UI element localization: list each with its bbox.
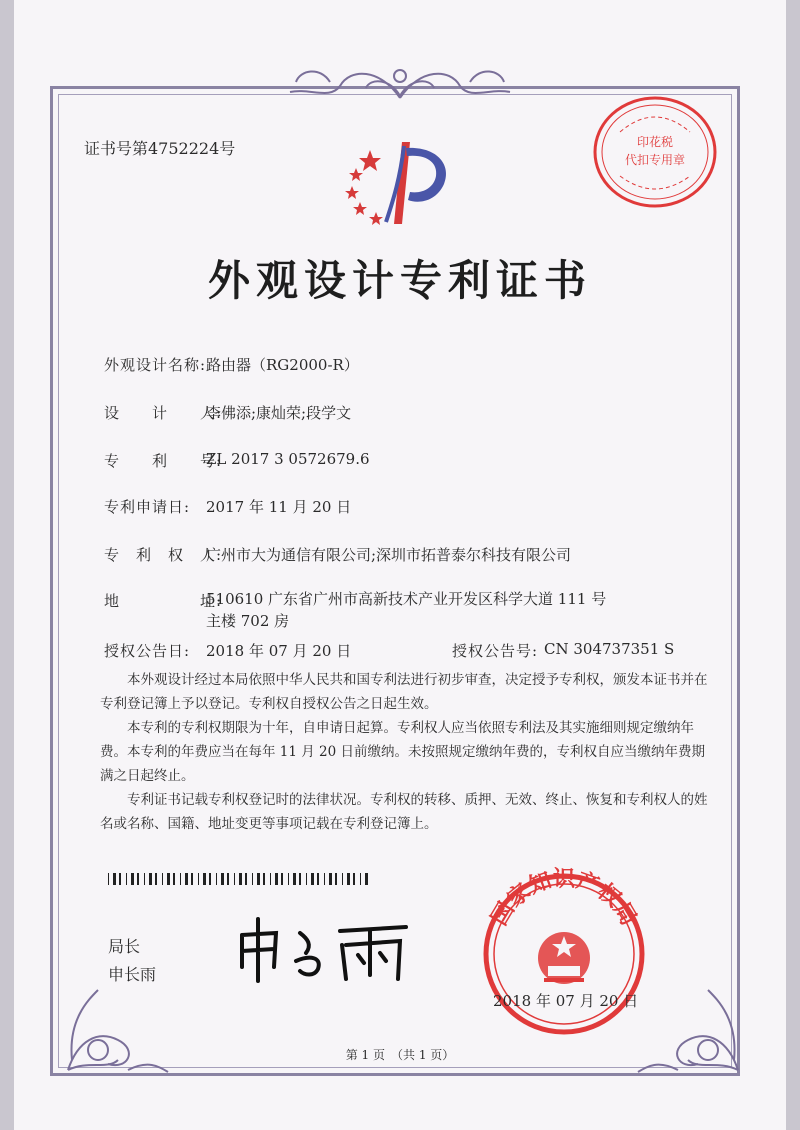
designer-value: 李佛添;康灿荣;段学文	[206, 404, 352, 422]
certificate-number: 证书号第4752224号	[84, 139, 236, 158]
patent-number-label: 专 利 号:	[104, 452, 223, 470]
svg-text:国家知识产权局: 国家知识产权局	[487, 867, 641, 930]
top-ornament	[270, 58, 530, 104]
grant-date-value: 2018 年 07 月 20 日	[206, 642, 352, 660]
barcode	[108, 873, 370, 885]
filing-date-label: 专利申请日:	[104, 498, 191, 516]
grant-number-label: 授权公告号:	[452, 642, 539, 660]
design-name-label: 外观设计名称:	[104, 356, 207, 374]
signatory-name: 申长雨	[108, 965, 157, 984]
seal-date: 2018 年 07 月 20 日	[493, 992, 639, 1010]
filing-date-value: 2017 年 11 月 20 日	[206, 498, 352, 516]
address-value-line2: 主楼 702 房	[206, 612, 290, 630]
patent-number-value: ZL 2017 3 0572679.6	[206, 450, 370, 468]
patentee-label: 专 利 权 人:	[104, 546, 223, 564]
design-name-value: 路由器（RG2000-R）	[206, 356, 359, 374]
paragraph-term-and-fees: 本专利的专利权期限为十年，自申请日起算。专利权人应当依照专利法及其实施细则规定缴纳年费。本专利的年费应当在每年 11 月 20 日前缴纳。未按照规定缴纳年费的，专利权自应当缴纳年费期满之日起终止。	[100, 720, 706, 784]
address-value-line1: 510610 广东省广州市高新技术产业开发区科学大道 111 号	[206, 590, 607, 608]
handwritten-signature	[230, 905, 430, 985]
svg-text:印花税: 印花税	[636, 135, 674, 149]
patentee-value: 广州市大为通信有限公司;深圳市拓普泰尔科技有限公司	[206, 546, 572, 564]
address-label: 地 址:	[104, 592, 223, 610]
grant-date-label: 授权公告日:	[104, 642, 191, 660]
designer-label: 设 计 人:	[104, 404, 223, 422]
paragraph-legal-status: 专利证书记载专利权登记时的法律状况。专利权的转移、质押、无效、终止、恢复和专利权人的姓名或名称、国籍、地址变更等事项记载在专利登记簿上。	[100, 792, 708, 832]
tax-stamp	[590, 92, 720, 212]
document-title: 外观设计专利证书	[207, 256, 592, 305]
paragraph-grant-decision: 本外观设计经过本局依照中华人民共和国专利法进行初步审查，决定授予专利权，颁发本证书并在专利登记簿上予以登记。专利权自授权公告之日起生效。	[100, 672, 708, 712]
svg-text:代扣专用章: 代扣专用章	[624, 153, 686, 167]
patent-office-logo	[340, 138, 460, 230]
signatory-title: 局长	[108, 937, 141, 956]
page-footer: 第 1 页 （共 1 页）	[345, 1048, 455, 1062]
grant-number-value: CN 304737351 S	[544, 640, 675, 658]
